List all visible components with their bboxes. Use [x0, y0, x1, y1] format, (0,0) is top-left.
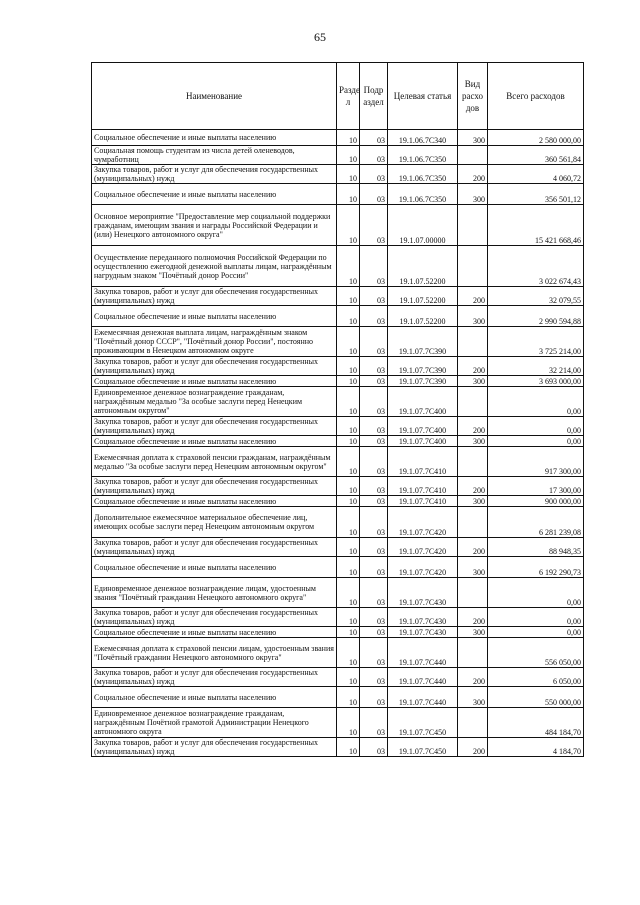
row-podrazdel: 03 — [360, 477, 388, 496]
row-razdel: 10 — [337, 447, 360, 477]
row-razdel: 10 — [337, 538, 360, 557]
row-vid: 200 — [458, 477, 488, 496]
row-vid: 200 — [458, 668, 488, 687]
row-podrazdel: 03 — [360, 287, 388, 306]
row-razdel: 10 — [337, 146, 360, 165]
row-statya: 19.1.07.7С420 — [388, 557, 458, 578]
row-name: Социальное обеспечение и иные выплаты населению — [92, 436, 337, 447]
table-row — [92, 638, 584, 668]
table-row — [92, 627, 584, 638]
row-name: Закупка товаров, работ и услуг для обеспечения государственных (муниципальных) нужд — [92, 738, 337, 757]
table-row — [92, 538, 584, 557]
row-statya: 19.1.07.7С430 — [388, 608, 458, 627]
row-vid: 300 — [458, 376, 488, 387]
table-row — [92, 477, 584, 496]
table-row — [92, 357, 584, 376]
row-vid — [458, 246, 488, 287]
row-statya: 19.1.07.7С410 — [388, 447, 458, 477]
header-razdel: Разде л — [337, 63, 360, 130]
row-razdel: 10 — [337, 327, 360, 357]
row-razdel: 10 — [337, 165, 360, 184]
row-vid: 300 — [458, 627, 488, 638]
row-name: Социальное обеспечение и иные выплаты населению — [92, 130, 337, 146]
row-sum: 88 948,35 — [488, 538, 584, 557]
row-sum: 0,00 — [488, 608, 584, 627]
row-name: Социальное обеспечение и иные выплаты населению — [92, 627, 337, 638]
row-vid — [458, 146, 488, 165]
header-podrazdel: Подр аздел — [360, 63, 388, 130]
table-row — [92, 327, 584, 357]
row-podrazdel: 03 — [360, 376, 388, 387]
row-name: Единовременное денежное вознаграждение гражданам, награждённым Почётной грамотой Администрации Ненецкого автономного округа — [92, 708, 337, 738]
row-sum: 32 079,55 — [488, 287, 584, 306]
row-name: Закупка товаров, работ и услуг для обеспечения государственных (муниципальных) нужд — [92, 608, 337, 627]
row-statya: 19.1.07.7С430 — [388, 578, 458, 608]
row-name: Ежемесячная денежная выплата лицам, награждённым знаком "Почётный донор СССР", "Почётный донор России", постоянно проживающим в Ненецком автономном округе — [92, 327, 337, 357]
table-row — [92, 184, 584, 205]
row-name: Закупка товаров, работ и услуг для обеспечения государственных (муниципальных) нужд — [92, 668, 337, 687]
row-podrazdel: 03 — [360, 436, 388, 447]
row-vid — [458, 638, 488, 668]
row-statya: 19.1.07.7С400 — [388, 436, 458, 447]
row-razdel: 10 — [337, 738, 360, 757]
row-sum: 917 300,00 — [488, 447, 584, 477]
row-razdel: 10 — [337, 246, 360, 287]
row-sum: 900 000,00 — [488, 496, 584, 507]
row-razdel: 10 — [337, 306, 360, 327]
row-statya: 19.1.07.7С440 — [388, 668, 458, 687]
row-statya: 19.1.07.7С390 — [388, 357, 458, 376]
row-statya: 19.1.07.7С400 — [388, 417, 458, 436]
row-sum: 0,00 — [488, 627, 584, 638]
row-name: Дополнительное ежемесячное материальное обеспечение лиц, имеющих особые заслуги перед Ненецким автономным округом — [92, 507, 337, 538]
row-statya: 19.1.06.7С350 — [388, 146, 458, 165]
row-name: Ежемесячная доплата к страховой пенсии гражданам, награждённым медалью "За особые заслуги перед Ненецким автономным округом" — [92, 447, 337, 477]
table-row — [92, 417, 584, 436]
row-podrazdel: 03 — [360, 507, 388, 538]
row-razdel: 10 — [337, 627, 360, 638]
row-name: Социальная помощь студентам из числа детей оленеводов, чумработниц — [92, 146, 337, 165]
row-statya: 19.1.07.7С390 — [388, 376, 458, 387]
row-podrazdel: 03 — [360, 538, 388, 557]
row-name: Единовременное денежное вознаграждение гражданам, награждённым медалью "За особые заслуги перед Ненецким автономным округом" — [92, 387, 337, 417]
row-razdel: 10 — [337, 436, 360, 447]
row-podrazdel: 03 — [360, 668, 388, 687]
row-podrazdel: 03 — [360, 205, 388, 246]
row-sum: 6 281 239,08 — [488, 507, 584, 538]
row-name: Единовременное денежное вознаграждение лицам, удостоенным звания "Почётный гражданин Ненецкого автономного округа" — [92, 578, 337, 608]
row-podrazdel: 03 — [360, 306, 388, 327]
row-statya: 19.1.07.7С410 — [388, 496, 458, 507]
row-vid: 300 — [458, 436, 488, 447]
row-razdel: 10 — [337, 557, 360, 578]
row-vid: 300 — [458, 306, 488, 327]
table-row — [92, 708, 584, 738]
row-razdel: 10 — [337, 638, 360, 668]
row-vid: 300 — [458, 687, 488, 708]
row-sum: 550 000,00 — [488, 687, 584, 708]
table-body — [92, 130, 584, 757]
row-podrazdel: 03 — [360, 608, 388, 627]
row-razdel: 10 — [337, 130, 360, 146]
table-row — [92, 507, 584, 538]
row-sum: 3 022 674,43 — [488, 246, 584, 287]
row-statya: 19.1.07.7С410 — [388, 477, 458, 496]
row-razdel: 10 — [337, 205, 360, 246]
row-vid: 200 — [458, 165, 488, 184]
row-razdel: 10 — [337, 578, 360, 608]
row-vid: 200 — [458, 738, 488, 757]
row-statya: 19.1.07.52200 — [388, 306, 458, 327]
row-vid: 200 — [458, 357, 488, 376]
header-name: Наименование — [92, 63, 337, 130]
row-statya: 19.1.07.7С400 — [388, 387, 458, 417]
table-row — [92, 447, 584, 477]
table-header-row — [92, 63, 584, 130]
row-podrazdel: 03 — [360, 708, 388, 738]
row-name: Закупка товаров, работ и услуг для обеспечения государственных (муниципальных) нужд — [92, 538, 337, 557]
row-sum: 4 184,70 — [488, 738, 584, 757]
row-vid: 200 — [458, 287, 488, 306]
row-razdel: 10 — [337, 184, 360, 205]
row-statya: 19.1.07.7С430 — [388, 627, 458, 638]
row-vid — [458, 447, 488, 477]
row-statya: 19.1.07.7С420 — [388, 507, 458, 538]
row-statya: 19.1.06.7С350 — [388, 184, 458, 205]
header-vid: Вид расхо дов — [458, 63, 488, 130]
row-podrazdel: 03 — [360, 130, 388, 146]
row-name: Закупка товаров, работ и услуг для обеспечения государственных (муниципальных) нужд — [92, 417, 337, 436]
header-total: Всего расходов — [488, 63, 584, 130]
row-name: Социальное обеспечение и иные выплаты населению — [92, 557, 337, 578]
row-name: Закупка товаров, работ и услуг для обеспечения государственных (муниципальных) нужд — [92, 165, 337, 184]
row-sum: 3 725 214,00 — [488, 327, 584, 357]
table-row — [92, 387, 584, 417]
row-statya: 19.1.07.7С390 — [388, 327, 458, 357]
row-podrazdel: 03 — [360, 146, 388, 165]
row-podrazdel: 03 — [360, 557, 388, 578]
row-podrazdel: 03 — [360, 184, 388, 205]
table-row — [92, 557, 584, 578]
row-podrazdel: 03 — [360, 387, 388, 417]
header-statya: Целевая статья — [388, 63, 458, 130]
row-podrazdel: 03 — [360, 327, 388, 357]
row-statya: 19.1.07.7С450 — [388, 738, 458, 757]
row-vid — [458, 708, 488, 738]
row-sum: 0,00 — [488, 417, 584, 436]
row-razdel: 10 — [337, 376, 360, 387]
row-sum: 360 561,84 — [488, 146, 584, 165]
row-sum: 4 060,72 — [488, 165, 584, 184]
row-sum: 3 693 000,00 — [488, 376, 584, 387]
row-sum: 556 050,00 — [488, 638, 584, 668]
row-name: Ежемесячная доплата к страховой пенсии лицам, удостоенным звания "Почётный гражданин Ненецкого автономного округа" — [92, 638, 337, 668]
row-sum: 2 990 594,88 — [488, 306, 584, 327]
table-row — [92, 130, 584, 146]
table-row — [92, 205, 584, 246]
row-vid: 300 — [458, 557, 488, 578]
row-name: Социальное обеспечение и иные выплаты населению — [92, 184, 337, 205]
row-vid: 300 — [458, 496, 488, 507]
table-row — [92, 376, 584, 387]
row-sum: 32 214,00 — [488, 357, 584, 376]
row-sum: 484 184,70 — [488, 708, 584, 738]
row-sum: 2 580 000,00 — [488, 130, 584, 146]
row-statya: 19.1.07.00000 — [388, 205, 458, 246]
row-podrazdel: 03 — [360, 687, 388, 708]
row-vid: 200 — [458, 608, 488, 627]
row-razdel: 10 — [337, 687, 360, 708]
budget-table — [91, 62, 584, 757]
row-statya: 19.1.07.7С420 — [388, 538, 458, 557]
row-name: Закупка товаров, работ и услуг для обеспечения государственных (муниципальных) нужд — [92, 287, 337, 306]
table-row — [92, 306, 584, 327]
table-row — [92, 668, 584, 687]
table-row — [92, 165, 584, 184]
row-sum: 17 300,00 — [488, 477, 584, 496]
row-razdel: 10 — [337, 668, 360, 687]
row-vid — [458, 578, 488, 608]
row-razdel: 10 — [337, 608, 360, 627]
row-podrazdel: 03 — [360, 246, 388, 287]
table-row — [92, 738, 584, 757]
row-razdel: 10 — [337, 387, 360, 417]
table-row — [92, 287, 584, 306]
row-vid: 200 — [458, 538, 488, 557]
row-razdel: 10 — [337, 417, 360, 436]
row-sum: 6 050,00 — [488, 668, 584, 687]
table-row — [92, 436, 584, 447]
row-name: Социальное обеспечение и иные выплаты населению — [92, 306, 337, 327]
row-name: Основное мероприятие "Предоставление мер социальной поддержки гражданам, имеющим звания и награды Российской Федерации и (или) Ненецкого автономного округа" — [92, 205, 337, 246]
row-vid — [458, 205, 488, 246]
row-sum: 356 501,12 — [488, 184, 584, 205]
page-number: 65 — [314, 30, 326, 44]
row-podrazdel: 03 — [360, 738, 388, 757]
row-name: Закупка товаров, работ и услуг для обеспечения государственных (муниципальных) нужд — [92, 357, 337, 376]
row-vid — [458, 507, 488, 538]
row-statya: 19.1.07.7С450 — [388, 708, 458, 738]
row-vid: 300 — [458, 184, 488, 205]
row-name: Осуществление переданного полномочия Российской Федерации по осуществлению ежегодной денежной выплаты лицам, награждённым нагрудным знаком "Почётный донор России" — [92, 246, 337, 287]
row-podrazdel: 03 — [360, 627, 388, 638]
row-podrazdel: 03 — [360, 578, 388, 608]
row-sum: 15 421 668,46 — [488, 205, 584, 246]
row-podrazdel: 03 — [360, 447, 388, 477]
row-podrazdel: 03 — [360, 638, 388, 668]
row-sum: 0,00 — [488, 387, 584, 417]
row-statya: 19.1.07.7С440 — [388, 687, 458, 708]
row-statya: 19.1.07.52200 — [388, 287, 458, 306]
row-sum: 0,00 — [488, 578, 584, 608]
row-vid: 300 — [458, 130, 488, 146]
row-vid — [458, 327, 488, 357]
row-podrazdel: 03 — [360, 165, 388, 184]
row-razdel: 10 — [337, 477, 360, 496]
table-row — [92, 246, 584, 287]
row-name: Социальное обеспечение и иные выплаты населению — [92, 376, 337, 387]
row-statya: 19.1.06.7С340 — [388, 130, 458, 146]
row-name: Закупка товаров, работ и услуг для обеспечения государственных (муниципальных) нужд — [92, 477, 337, 496]
table-row — [92, 608, 584, 627]
row-podrazdel: 03 — [360, 357, 388, 376]
row-statya: 19.1.06.7С350 — [388, 165, 458, 184]
row-razdel: 10 — [337, 357, 360, 376]
row-podrazdel: 03 — [360, 496, 388, 507]
row-razdel: 10 — [337, 287, 360, 306]
row-vid: 200 — [458, 417, 488, 436]
table-row — [92, 578, 584, 608]
table-row — [92, 687, 584, 708]
row-vid — [458, 387, 488, 417]
row-name: Социальное обеспечение и иные выплаты населению — [92, 496, 337, 507]
row-name: Социальное обеспечение и иные выплаты населению — [92, 687, 337, 708]
table-row — [92, 146, 584, 165]
row-razdel: 10 — [337, 496, 360, 507]
row-statya: 19.1.07.52200 — [388, 246, 458, 287]
row-statya: 19.1.07.7С440 — [388, 638, 458, 668]
row-razdel: 10 — [337, 507, 360, 538]
table-row — [92, 496, 584, 507]
row-razdel: 10 — [337, 708, 360, 738]
row-sum: 6 192 290,73 — [488, 557, 584, 578]
row-sum: 0,00 — [488, 436, 584, 447]
row-podrazdel: 03 — [360, 417, 388, 436]
